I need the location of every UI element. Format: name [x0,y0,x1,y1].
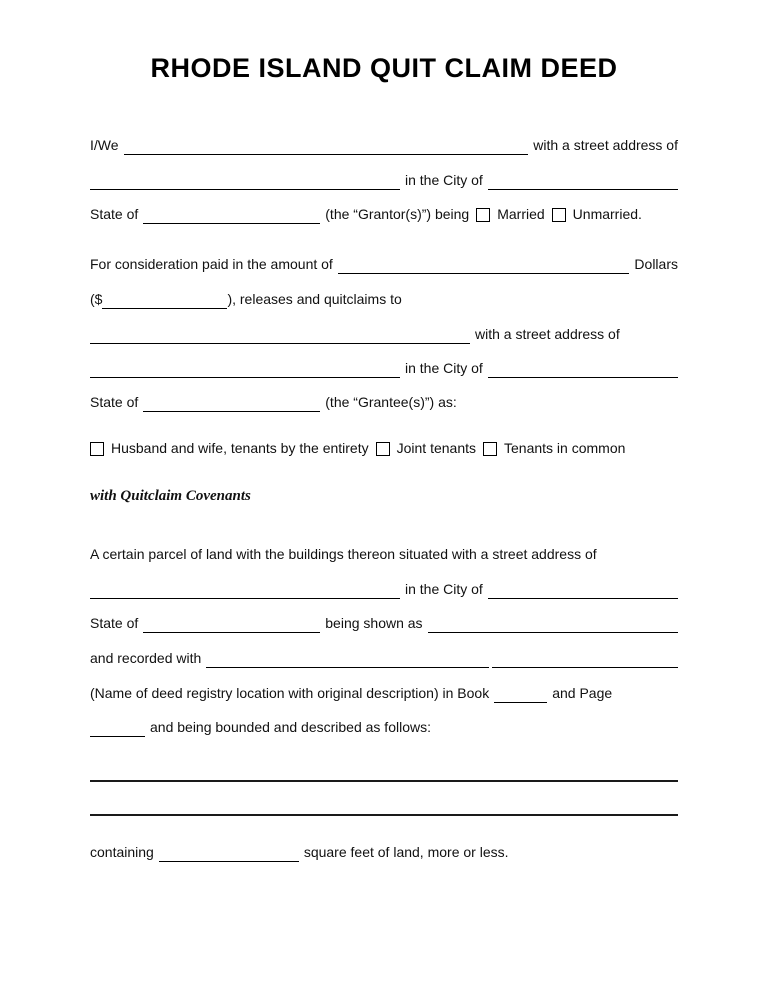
property-state-label: State of [90,615,139,631]
consideration-row [90,254,678,274]
dollars-label: Dollars [634,256,678,272]
containing-label: containing [90,844,154,860]
consideration-amount-words-field[interactable] [338,256,630,274]
grantee-street-address-field[interactable] [90,360,400,378]
property-address-row [90,579,678,599]
checkbox-husband-wife-entirety[interactable] [90,442,104,456]
married-label: Married [497,206,545,222]
grantee-state-label: State of [90,394,139,410]
release-label: ), releases and quitclaims to [227,291,402,307]
grantor-status-label: (the “Grantor(s)”) being [325,206,470,222]
checkbox-joint-tenants[interactable] [376,442,390,456]
grantor-street-label: with a street address of [533,137,678,153]
document-title: RHODE ISLAND QUIT CLAIM DEED [150,53,618,83]
grantor-state-row [90,204,678,224]
registry-book-row [90,683,678,703]
square-feet-field[interactable] [159,844,299,862]
grantor-city-label: in the City of [405,172,483,188]
grantee-name-field[interactable] [90,326,470,344]
grantor-state-label: State of [90,206,139,222]
description-line-1-field[interactable] [90,780,678,782]
and-page-label: and Page [552,685,613,701]
document-body [90,0,678,994]
checkbox-married[interactable] [476,208,490,222]
grantee-name-row [90,324,678,344]
paren-open-label: ($ [90,291,103,307]
grantee-street-label: with a street address of [475,326,620,342]
consideration-prefix-label: For consideration paid in the amount of [90,256,333,272]
joint-tenants-label: Joint tenants [396,440,476,456]
consideration-numeric-row [90,289,678,309]
property-city-label: in the City of [405,581,483,597]
tenancy-options-row [90,438,678,458]
property-state-row [90,613,678,633]
unmarried-label: Unmarried. [572,206,642,222]
tenants-in-common-label: Tenants in common [504,440,626,456]
recorded-with-field-1[interactable] [206,650,489,668]
book-number-field[interactable] [494,685,547,703]
property-city-field[interactable] [488,581,678,599]
containing-row [90,842,678,862]
grantor-address-row [90,170,678,190]
grantor-state-field[interactable] [143,206,320,224]
recorded-with-row [90,648,678,668]
checkbox-unmarried[interactable] [552,208,566,222]
grantor-city-field[interactable] [488,172,678,190]
consideration-amount-numeric-field[interactable] [102,291,227,309]
page-bounded-row [90,717,678,737]
grantee-city-field[interactable] [488,360,678,378]
shown-as-field[interactable] [428,615,678,633]
property-intro-label: A certain parcel of land with the buildings thereon situated with a street address of [90,546,597,562]
grantee-state-field[interactable] [143,394,320,412]
property-street-address-field[interactable] [90,581,400,599]
grantor-street-address-field[interactable] [90,172,400,190]
grantor-name-field[interactable] [124,137,529,155]
checkbox-tenants-in-common[interactable] [483,442,497,456]
description-line-2-field[interactable] [90,814,678,816]
recorded-with-label: and recorded with [90,650,202,666]
grantee-address-row [90,358,678,378]
husband-wife-label: Husband and wife, tenants by the entirety [111,440,369,456]
covenant-row [90,486,678,506]
recorded-with-field-2[interactable] [492,650,678,668]
grantee-city-label: in the City of [405,360,483,376]
bounded-label: and being bounded and described as follows: [150,719,431,735]
property-state-field[interactable] [143,615,320,633]
covenant-label: with Quitclaim Covenants [90,488,251,504]
containing-suffix-label: square feet of land, more or less. [303,844,509,860]
page-number-field[interactable] [90,719,145,737]
grantee-as-label: (the “Grantee(s)”) as: [325,394,457,410]
property-intro-row [90,544,678,564]
registry-note-label: (Name of deed registry location with original description) in Book [90,685,490,701]
grantee-state-row [90,392,678,412]
grantor-prefix-label: I/We [90,137,119,153]
grantor-name-row [90,135,678,155]
shown-as-label: being shown as [325,615,423,631]
